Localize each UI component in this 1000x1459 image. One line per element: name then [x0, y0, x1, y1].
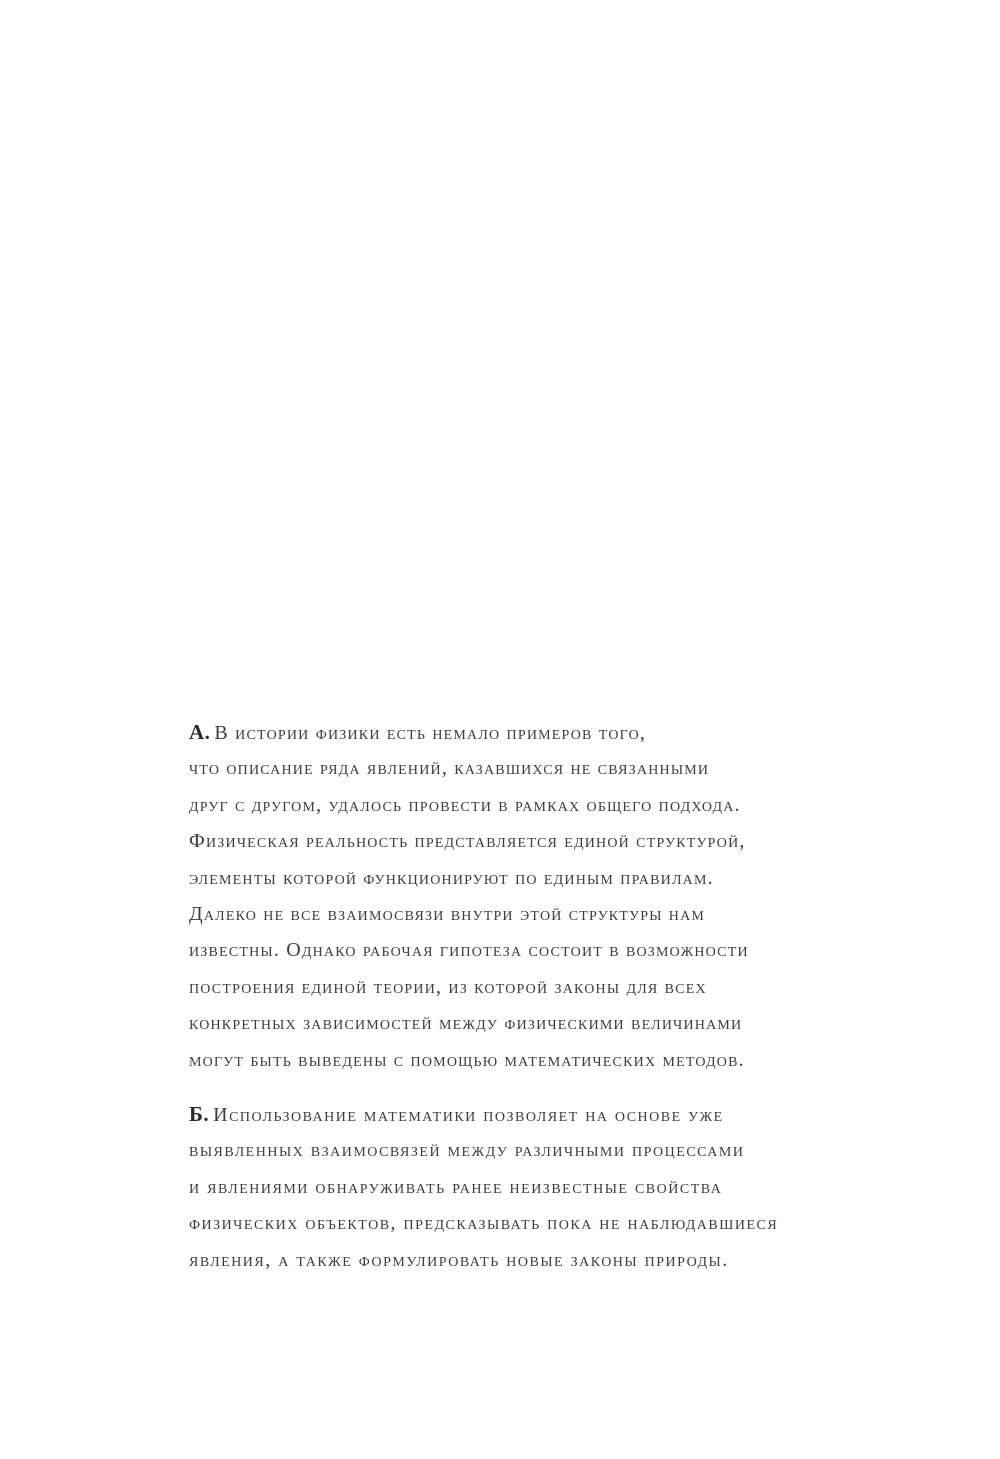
- paragraph-a-line: что описание ряда явлений, казавшихся не связанными: [189, 757, 710, 780]
- paragraph-a-line: конкретных зависимостей между физическими величинами: [189, 1012, 743, 1035]
- paragraph-b-line: явления, а также формулировать новые законы природы.: [189, 1248, 729, 1271]
- paragraph-b-line: [189, 1096, 869, 1132]
- paragraph-a-line: могут быть выведены с помощью математических методов.: [189, 1048, 745, 1071]
- paragraph-a-line: друг с другом, удалось провести в рамках общего подхода.: [189, 793, 741, 816]
- paragraph-b-line-text: Использование математики позволяет на основе уже: [213, 1104, 724, 1126]
- paragraph-a-line: построения единой теории, из которой законы для всех: [189, 975, 707, 998]
- paragraph-b-line: физических объектов, предсказывать пока не наблюдавшиеся: [189, 1212, 779, 1235]
- paragraph-b: [189, 1096, 869, 1278]
- paragraph-a-line: [189, 714, 869, 750]
- paragraph-b-line: выявленных взаимосвязей между различными процессами: [189, 1139, 745, 1162]
- paragraph-a-line-text: В истории физики есть немало примеров того,: [214, 722, 647, 744]
- paragraph-a-line: Далеко не все взаимосвязи внутри этой структуры нам: [189, 902, 706, 925]
- paragraph-a-line: элементы которой функционируют по единым правилам.: [189, 866, 714, 889]
- paragraph-a-marker: А.: [189, 720, 211, 744]
- paragraph-b-line: и явлениями обнаруживать ранее неизвестные свойства: [189, 1175, 723, 1198]
- paragraph-a-line: Физическая реальность представляется единой структурой,: [189, 830, 746, 853]
- paragraph-a: [189, 714, 869, 1078]
- paragraph-b-marker: Б.: [189, 1102, 210, 1126]
- paragraph-a-line: известны. Однако рабочая гипотеза состоит в возможности: [189, 939, 749, 962]
